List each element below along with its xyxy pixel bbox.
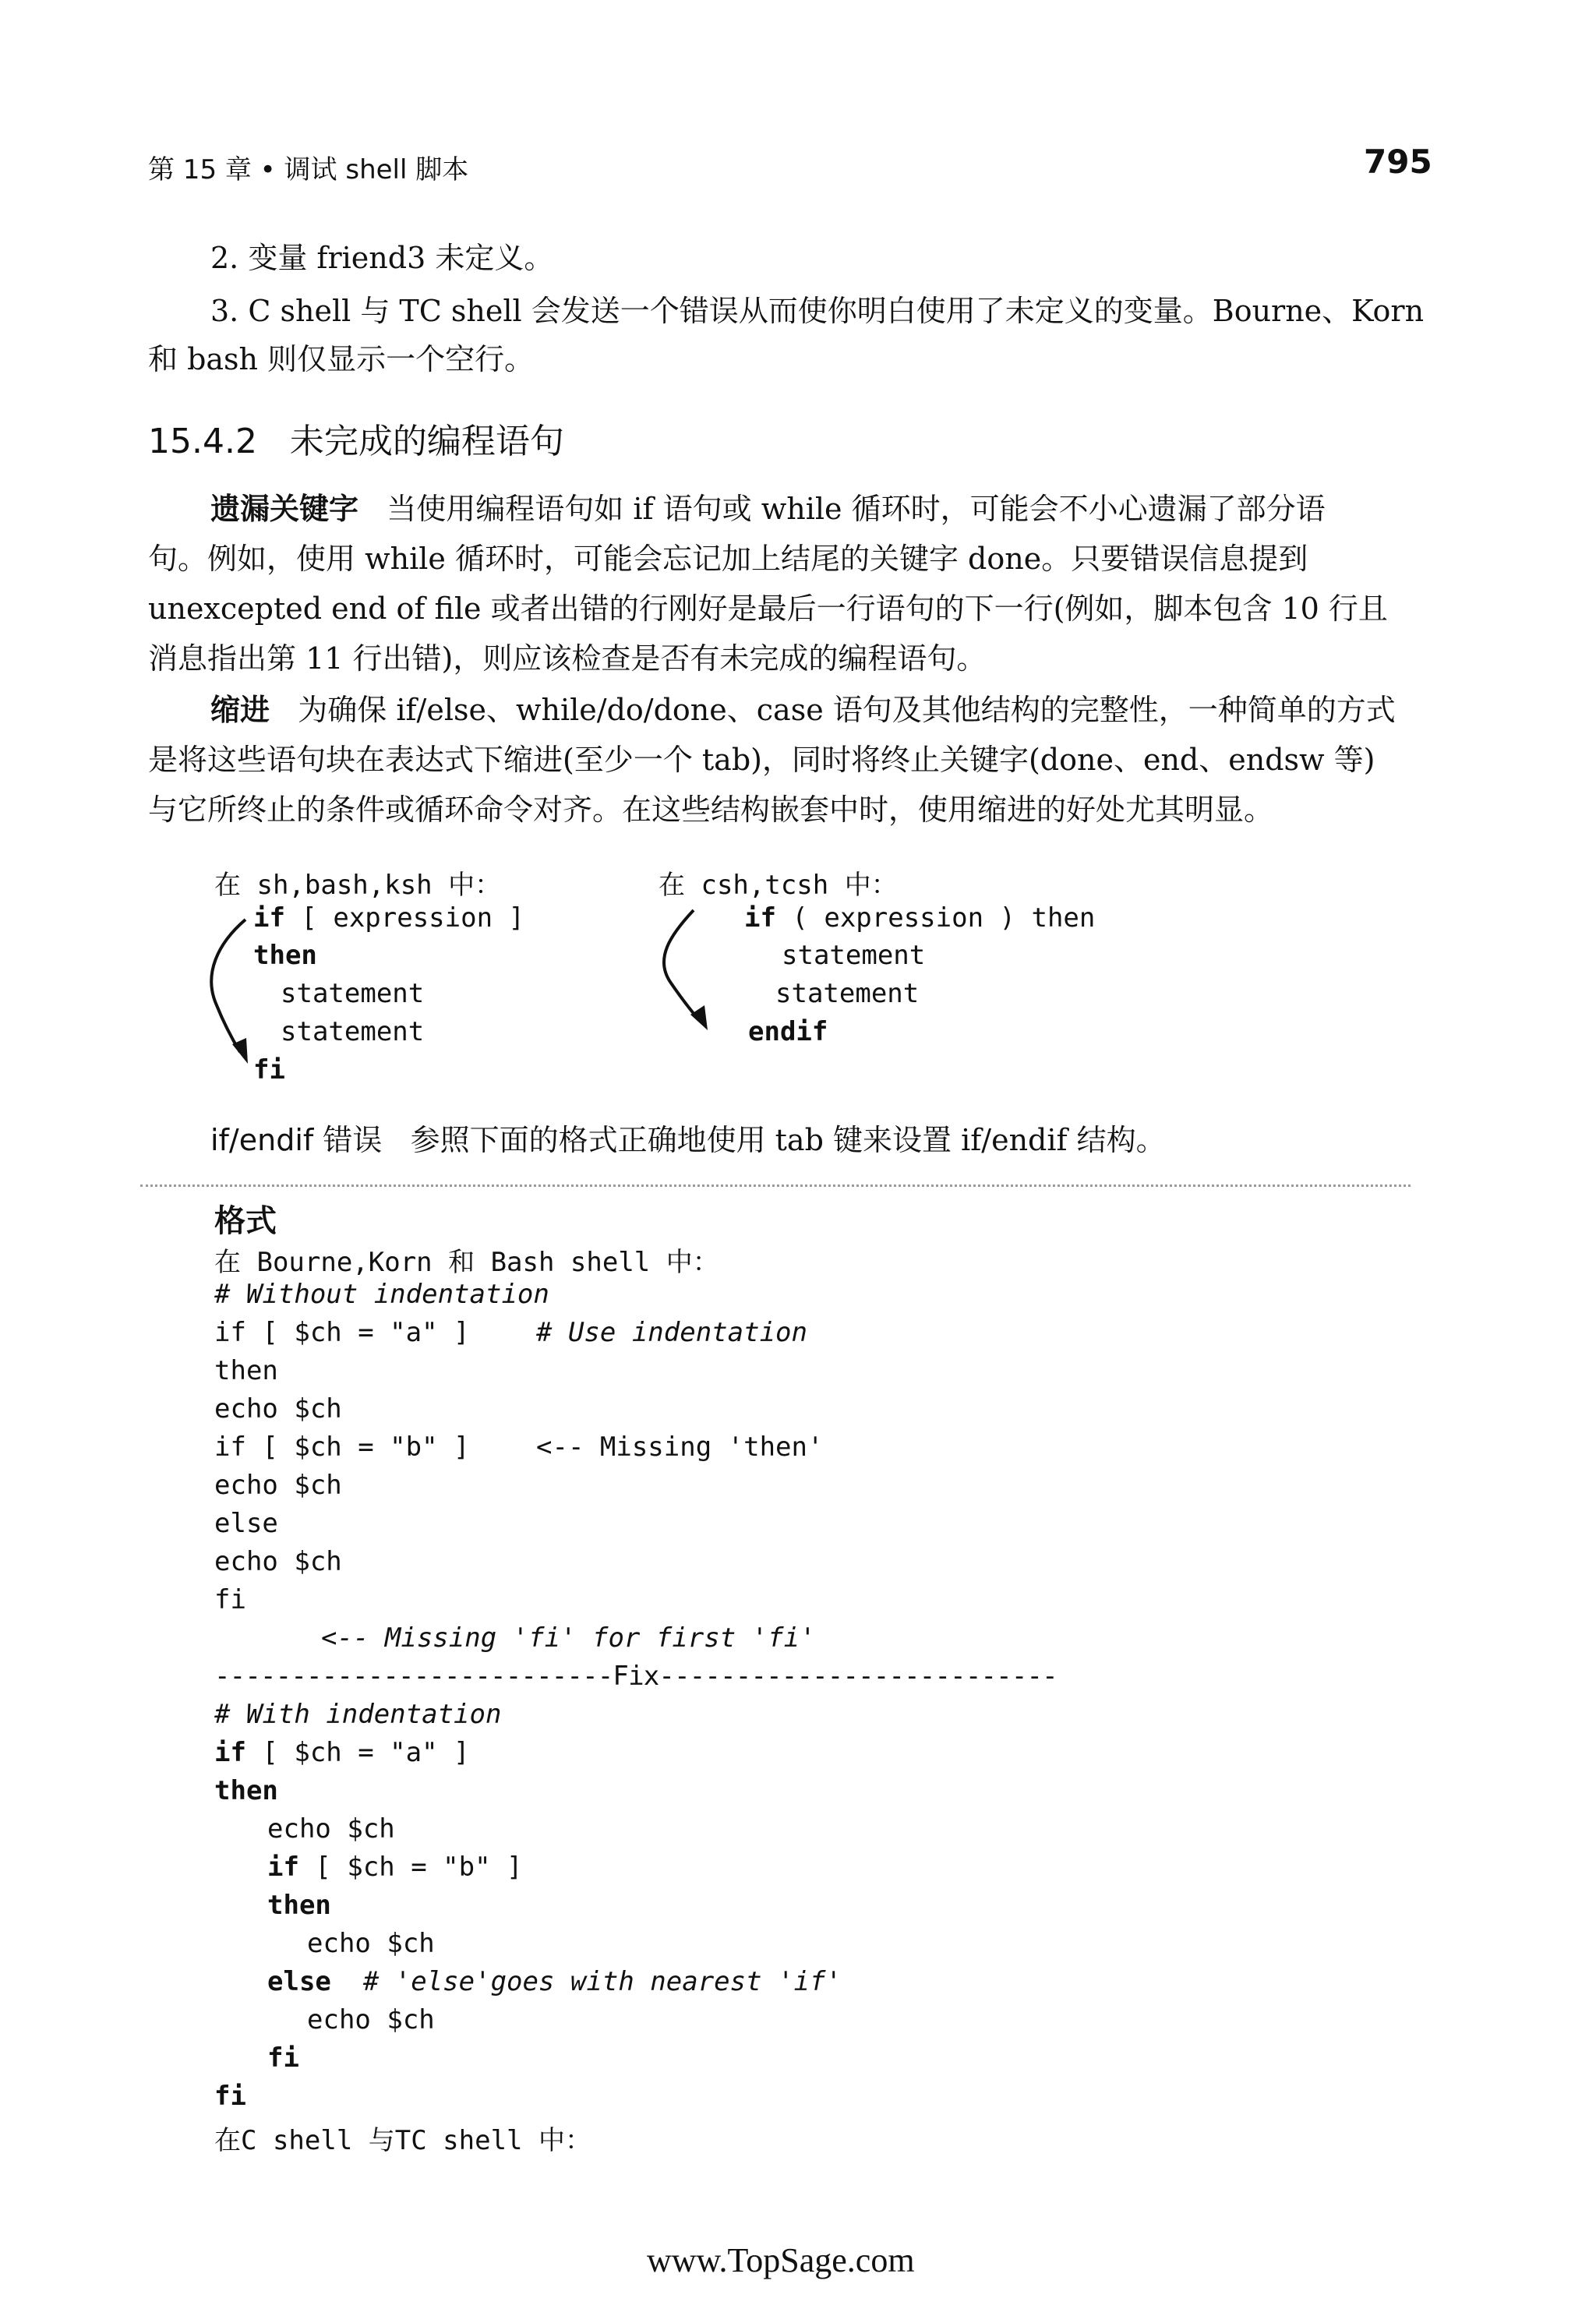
example-right-line1: [744, 902, 1095, 934]
code-line: echo $ch: [267, 1813, 395, 1845]
para2-line1: [210, 686, 1396, 734]
intro-item-2: 2. 变量 friend3 未定义。: [210, 241, 554, 275]
code-line: echo $ch: [307, 2004, 435, 2035]
keyword-if: if: [253, 902, 285, 934]
example-right-statement2: statement: [775, 978, 920, 1009]
example-left-statement1: statement: [281, 978, 425, 1009]
format-top-rule: [140, 1184, 1411, 1187]
code-line: [267, 1966, 842, 1997]
example-right-statement1: statement: [782, 940, 926, 971]
keyword-else: else: [267, 1966, 331, 1997]
code-line: else: [214, 1508, 278, 1539]
para1-line3: unexcepted end of file 或者出错的行刚好是最后一行语句的下一行(例如，脚本包含 10 行且: [148, 591, 1388, 626]
para1-line4: 消息指出第 11 行出错)，则应该检查是否有未完成的编程语句。: [148, 641, 987, 676]
para3-term: if/endif 错误: [210, 1123, 383, 1157]
example-left-statement2: statement: [281, 1016, 425, 1047]
code-comment-without: # Without indentation: [214, 1279, 549, 1310]
para1-term: 遗漏关键字: [210, 491, 359, 526]
code-annotation-missing-fi: <-- Missing 'fi' for first 'fi': [321, 1622, 816, 1654]
para2-text: 为确保 if/else、while/do/done、case 语句及其他结构的完整性，一种简单的方式: [270, 693, 1396, 727]
example-right-expr: ( expression ) then: [775, 902, 1096, 934]
example-left-expr: [ expression ]: [284, 902, 524, 934]
para3-text: 参照下面的格式正确地使用 tab 键来设置 if/endif 结构。: [382, 1123, 1166, 1157]
para2-line2: 是将这些语句块在表达式下缩进(至少一个 tab)，同时将终止关键字(done、end、endsw 等): [148, 743, 1375, 777]
code-line: echo $ch: [214, 1393, 342, 1425]
keyword-fi: fi: [214, 2081, 246, 2112]
code-line: echo $ch: [214, 1546, 342, 1577]
example-right-endif: endif: [748, 1016, 828, 1047]
para3: [210, 1116, 1166, 1164]
para1-line1: [210, 485, 1326, 533]
right-curve-arrow-icon: [639, 904, 717, 1036]
code-annotation-missing-then: <-- Missing 'then': [536, 1432, 824, 1463]
example-left-label: 在 sh,bash,ksh 中：: [214, 870, 502, 901]
code-line: echo $ch: [307, 1928, 435, 1959]
running-header: 第 15 章 • 调试 shell 脚本: [148, 154, 469, 185]
para2-line3: 与它所终止的条件或循环命令对齐。在这些结构嵌套中时，使用缩进的好处尤其明显。: [148, 793, 1274, 827]
left-curve-arrow-icon: [203, 912, 265, 1075]
keyword-if: if: [214, 1737, 246, 1768]
keyword-then: then: [214, 1775, 278, 1806]
keyword-then: then: [267, 1890, 331, 1921]
code-expr: [ $ch = "b" ]: [298, 1852, 523, 1883]
code-line: fi: [214, 1584, 246, 1615]
code-line: then: [214, 1355, 278, 1386]
example-left-line1: [253, 902, 524, 934]
code-comment-else: # 'else'goes with nearest 'if': [330, 1966, 842, 1997]
format-title: 格式: [214, 1203, 277, 1239]
keyword-if-csh: if: [744, 902, 776, 934]
para2-term: 缩进: [210, 692, 270, 727]
example-left-then: then: [253, 940, 317, 971]
code-line-csh-label: 在C shell 与TC shell 中：: [214, 2125, 591, 2156]
code-comment-with: # With indentation: [214, 1699, 502, 1730]
example-left-fi: fi: [253, 1054, 285, 1086]
intro-item-3-line2: 和 bash 则仅显示一个空行。: [148, 342, 535, 376]
keyword-fi: fi: [267, 2042, 299, 2074]
footer-url: www.TopSage.com: [647, 2241, 915, 2279]
code-expr: [ $ch = "a" ]: [245, 1737, 470, 1768]
example-right-label: 在 csh,tcsh 中：: [659, 870, 898, 901]
code-line: [214, 1737, 470, 1768]
keyword-if: if: [267, 1852, 299, 1883]
para1-line2: 句。例如，使用 while 循环时，可能会忘记加上结尾的关键字 done。只要错误信息提到: [148, 542, 1308, 576]
code-line: [267, 1852, 523, 1883]
intro-item-3-line1: 3. C shell 与 TC shell 会发送一个错误从而使你明白使用了未定义的变量。Bourne、Korn: [210, 294, 1425, 328]
code-line: if [ $ch = "b" ]: [214, 1432, 470, 1463]
code-comment-use: # Use indentation: [536, 1317, 807, 1348]
page-number: 795: [1364, 143, 1432, 181]
para1-text: 当使用编程语句如 if 语句或 while 循环时，可能会不小心遗漏了部分语: [358, 492, 1326, 526]
code-line: echo $ch: [214, 1470, 342, 1501]
code-fix-separator: --------------------------Fix--------------------------: [214, 1661, 1058, 1692]
section-title: 15.4.2 未完成的编程语句: [148, 422, 564, 461]
code-line-shell-label: 在 Bourne,Korn 和 Bash shell 中：: [214, 1247, 719, 1278]
code-line: if [ $ch = "a" ]: [214, 1317, 470, 1348]
